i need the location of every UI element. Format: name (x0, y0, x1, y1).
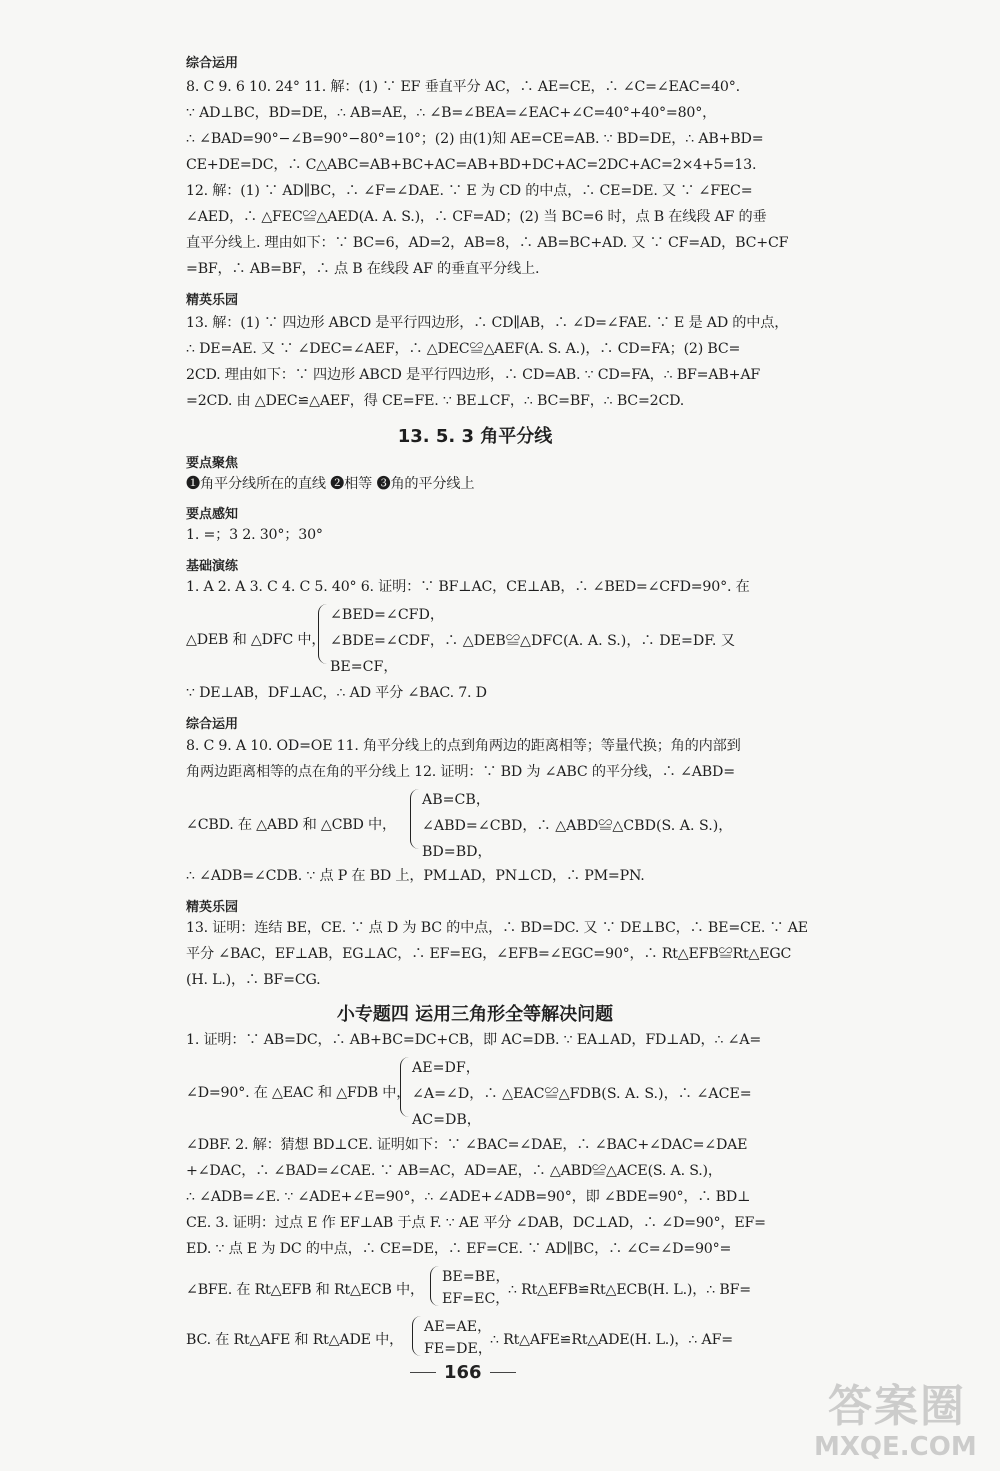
equation-system (400, 1057, 770, 1127)
system-row: AE=DF， (412, 1060, 480, 1076)
section-heading: 要点感知 (186, 507, 239, 522)
text-line: (H. L.)，∴ BF=CG. (186, 972, 321, 988)
system-row: FE=DE， (424, 1341, 493, 1357)
section-heading: 综合运用 (186, 717, 239, 732)
equation-system (430, 1266, 510, 1310)
text-line: 2CD. 理由如下：∵ 四边形 ABCD 是平行四边形，∴ CD=AB. ∵ CD=FA，∴ BF=AB+AF (186, 367, 761, 383)
text-line: 13. 证明：连结 BE，CE. ∵ 点 D 为 BC 的中点，∴ BD=DC. 又 ∵ DE⊥BC，∴ BE=CE. ∵ AE (186, 920, 808, 936)
text-line: ∠BFE. 在 Rt△EFB 和 Rt△ECB 中， (186, 1282, 424, 1298)
watermark (808, 1370, 994, 1468)
system-row: ∠ABD=∠CBD，∴ △ABD≌△CBD(S. A. S.)， (422, 818, 733, 834)
system-row: BE=BE， (442, 1269, 510, 1285)
text-line: 角两边距离相等的点在角的平分线上 12. 证明：∵ BD 为 ∠ABC 的平分线，∴ ∠ABD= (186, 764, 735, 780)
text-line: ∴ Rt△AFE≌Rt△ADE(H. L.)，∴ AF= (490, 1332, 733, 1348)
watermark-logo: 答案圈 (828, 1381, 966, 1432)
page-number-text: 166 (444, 1362, 482, 1383)
equation-system (410, 789, 770, 859)
text-line: ∠DBF. 2. 解：猜想 BD⊥CE. 证明如下：∵ ∠BAC=∠DAE，∴ ∠BAC+∠DAC=∠DAE (186, 1137, 748, 1153)
system-row: ∠BDE=∠CDF，∴ △DEB≌△DFC(A. A. S.)，∴ DE=DF. 又 (330, 633, 736, 649)
text-line: 平分 ∠BAC，EF⊥AB，EG⊥AC，∴ EF=EG，∠EFB=∠EGC=90°，∴ Rt△EFB≌Rt△EGC (186, 946, 792, 962)
text-line: =2CD. 由 △DEC≌△AEF，得 CE=FE. ∵ BE⊥CF，∴ BC=BF，∴ BC=2CD. (186, 393, 685, 409)
text-line: ∠AED，∴ △FEC≌△AED(A. A. S.)，∴ CF=AD；(2) 当 BC=6 时，点 B 在线段 AF 的垂 (186, 209, 767, 225)
equation-system (412, 1316, 492, 1360)
section-heading: 综合运用 (186, 56, 239, 71)
text-line: 1. 证明：∵ AB=DC，∴ AB+BC=DC+CB，即 AC=DB. ∵ EA⊥AD，FD⊥AD，∴ ∠A= (186, 1032, 762, 1048)
text-line: △DEB 和 △DFC 中， (186, 632, 326, 648)
text-line: ∴ ∠ADB=∠CDB. ∵ 点 P 在 BD 上，PM⊥AD，PN⊥CD，∴ PM=PN. (186, 868, 645, 884)
equation-system (318, 604, 768, 674)
brace (430, 1266, 439, 1306)
text-line: 12. 解：(1) ∵ AD∥BC，∴ ∠F=∠DAE. ∵ E 为 CD 的中点，∴ CE=DE. 又 ∵ ∠FEC= (186, 183, 753, 199)
page-number (410, 1362, 530, 1383)
text-line: ∵ AD⊥BC，BD=DE，∴ AB=AE，∴ ∠B=∠BEA=∠EAC+∠C=40°+40°=80°， (186, 105, 717, 121)
dash-left (410, 1372, 436, 1373)
text-line: ∴ Rt△EFB≌Rt△ECB(H. L.)，∴ BF= (508, 1282, 751, 1298)
text-line: ∵ DE⊥AB，DF⊥AC，∴ AD 平分 ∠BAC. 7. D (186, 685, 487, 701)
system-row: BD=BD， (422, 844, 492, 860)
text-line: ∴ DE=AE. 又 ∵ ∠DEC=∠AEF，∴ △DEC≌△AEF(A. S. A.)，∴ CD=FA；(2) BC= (186, 341, 741, 357)
text-line: 8. C 9. A 10. OD=OE 11. 角平分线上的点到角两边的距离相等；等量代换；角的内部到 (186, 738, 741, 754)
section-heading: 基础演练 (186, 559, 239, 574)
text-line: BC. 在 Rt△AFE 和 Rt△ADE 中， (186, 1332, 404, 1348)
text-line: ∠CBD. 在 △ABD 和 △CBD 中， (186, 817, 396, 833)
section-heading: 精英乐园 (186, 900, 239, 915)
text-line: =BF，∴ AB=BF，∴ 点 B 在线段 AF 的垂直平分线上. (186, 261, 540, 277)
system-row: EF=EC， (442, 1291, 510, 1307)
system-row: AE=AE， (424, 1319, 492, 1335)
system-row: ∠BED=∠CFD， (330, 607, 445, 623)
section-heading: 要点聚焦 (186, 456, 239, 471)
system-row: BE=CF， (330, 659, 398, 675)
text-line: 13. 解：(1) ∵ 四边形 ABCD 是平行四边形，∴ CD∥AB，∴ ∠D=∠FAE. ∵ E 是 AD 的中点， (186, 315, 789, 331)
text-line: 1. A 2. A 3. C 4. C 5. 40° 6. 证明：∵ BF⊥AC，CE⊥AB，∴ ∠BED=∠CFD=90°. 在 (186, 579, 750, 595)
chapter-title: 小专题四 运用三角形全等解决问题 (336, 1004, 614, 1025)
system-row: AB=CB， (422, 792, 491, 808)
text-line: 直平分线上. 理由如下：∵ BC=6，AD=2，AB=8，∴ AB=BC+AD. 又 ∵ CF=AD，BC+CF (186, 235, 789, 251)
section-heading: 精英乐园 (186, 293, 239, 308)
text-line: 8. C 9. 6 10. 24° 11. 解：(1) ∵ EF 垂直平分 AC，∴ AE=CE，∴ ∠C=∠EAC=40°. (186, 79, 740, 95)
text-line: CE+DE=DC，∴ C△ABC=AB+BC+AC=AB+BD+DC+AC=2DC+AC=2×4+5=13. (186, 157, 757, 173)
text-line: ED. ∵ 点 E 为 DC 的中点，∴ CE=DE，∴ EF=CE. ∵ AD∥BC，∴ ∠C=∠D=90°= (186, 1241, 732, 1257)
dash-right (490, 1372, 516, 1373)
text-line: CE. 3. 证明：过点 E 作 EF⊥AB 于点 F. ∵ AE 平分 ∠DAB，DC⊥AD，∴ ∠D=90°，EF= (186, 1215, 766, 1231)
system-row: AC=DB， (412, 1112, 481, 1128)
brace (410, 789, 419, 849)
text-line: +∠DAC，∴ ∠BAD=∠CAE. ∵ AB=AC，AD=AE，∴ △ABD≌△ACE(S. A. S.)， (186, 1163, 722, 1179)
text-line: ∴ ∠ADB=∠E. ∵ ∠ADE+∠E=90°，∴ ∠ADE+∠ADB=90°，即 ∠BDE=90°，∴ BD⊥ (186, 1189, 751, 1205)
text-line: ❶角平分线所在的直线 ❷相等 ❸角的平分线上 (186, 476, 475, 492)
text-line: ∠D=90°. 在 △EAC 和 △FDB 中， (186, 1085, 411, 1101)
system-row: ∠A=∠D，∴ △EAC≌△FDB(S. A. S.)，∴ ∠ACE= (412, 1086, 752, 1102)
watermark-url: MXQE.COM (814, 1432, 977, 1462)
text-line: 1. =；3 2. 30°；30° (186, 527, 323, 543)
brace (412, 1316, 421, 1356)
chapter-title: 13. 5. 3 角平分线 (397, 426, 553, 447)
brace (318, 604, 327, 664)
text-line: ∴ ∠BAD=90°−∠B=90°−80°=10°；(2) 由(1)知 AE=CE=AB. ∵ BD=DE，∴ AB+BD= (186, 131, 764, 147)
brace (400, 1057, 409, 1117)
